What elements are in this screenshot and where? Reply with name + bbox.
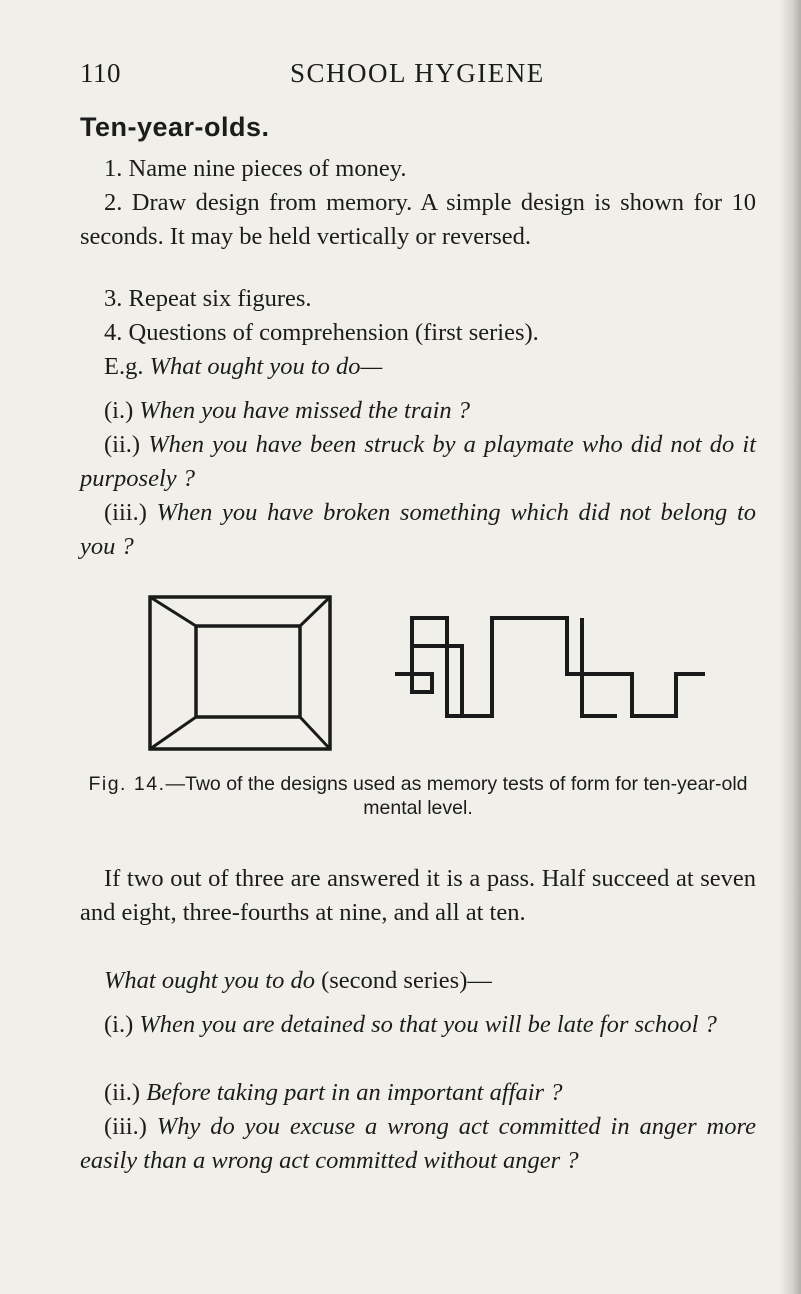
second-series-num-2: (ii.): [104, 1079, 141, 1106]
second-series-num-1: (i.): [104, 1011, 134, 1038]
first-series-num-2: (ii.): [104, 431, 141, 458]
example-text: What ought you to do—: [149, 353, 383, 380]
running-head: SCHOOL HYGIENE: [290, 58, 545, 88]
page-header: [0, 58, 801, 98]
test-item-4: 4. Questions of comprehension (first series).: [104, 319, 539, 346]
second-series-text-3: Why do you excuse a wrong act committed in anger more easily than a wrong act committed without anger ?: [80, 1113, 757, 1174]
second-series-intro-italic: What ought you to do: [104, 967, 315, 994]
figure-label: Fig. 14.: [88, 773, 166, 795]
second-series-item-3: [80, 1110, 756, 1178]
example-prefix: E.g.: [104, 353, 144, 380]
figure-caption-text: —Two of the designs used as memory tests of form for ten-year-old mental level.: [165, 773, 748, 819]
page-number: 110: [80, 58, 121, 88]
first-series-text-1: When you have missed the train ?: [139, 397, 471, 424]
first-series-text-3: When you have broken something which did not belong to you ?: [80, 499, 756, 560]
second-series-item-2: [80, 1076, 756, 1110]
pass-paragraph: If two out of three are answered it is a pass. Half succeed at seven and eight, three-fourths at nine, and all at ten.: [80, 865, 756, 926]
second-series-intro-rest: (second series)—: [314, 967, 492, 994]
section-title: Ten-year-olds.: [80, 112, 270, 142]
second-series-num-3: (iii.): [104, 1113, 147, 1140]
second-series-text-1: When you are detained so that you will be late for school ?: [139, 1011, 717, 1038]
page-edge-shadow: [779, 0, 801, 1294]
first-series-num-3: (iii.): [104, 499, 147, 526]
test-item-1: 1. Name nine pieces of money.: [104, 155, 407, 182]
memory-design-figure: [145, 590, 705, 760]
second-series-item-1: [80, 1008, 756, 1042]
first-series-text-2: When you have been struck by a playmate who did not do it purposely ?: [80, 431, 757, 492]
example-line: [80, 350, 756, 384]
design-meander-line: [395, 618, 705, 716]
first-series-item-2: [80, 428, 756, 496]
design-frame-box: [150, 597, 330, 749]
first-series-num-1: (i.): [104, 397, 134, 424]
test-item-3: 3. Repeat six figures.: [104, 285, 312, 312]
figure-caption: [80, 772, 756, 820]
first-series-item-1: [80, 394, 756, 428]
second-series-text-2: Before taking part in an important affair ?: [146, 1079, 563, 1106]
first-series-item-3: [80, 496, 756, 564]
second-series-intro: [80, 964, 756, 998]
test-item-2: 2. Draw design from memory. A simple design is shown for 10 seconds. It may be held vertically or reversed.: [80, 189, 756, 250]
